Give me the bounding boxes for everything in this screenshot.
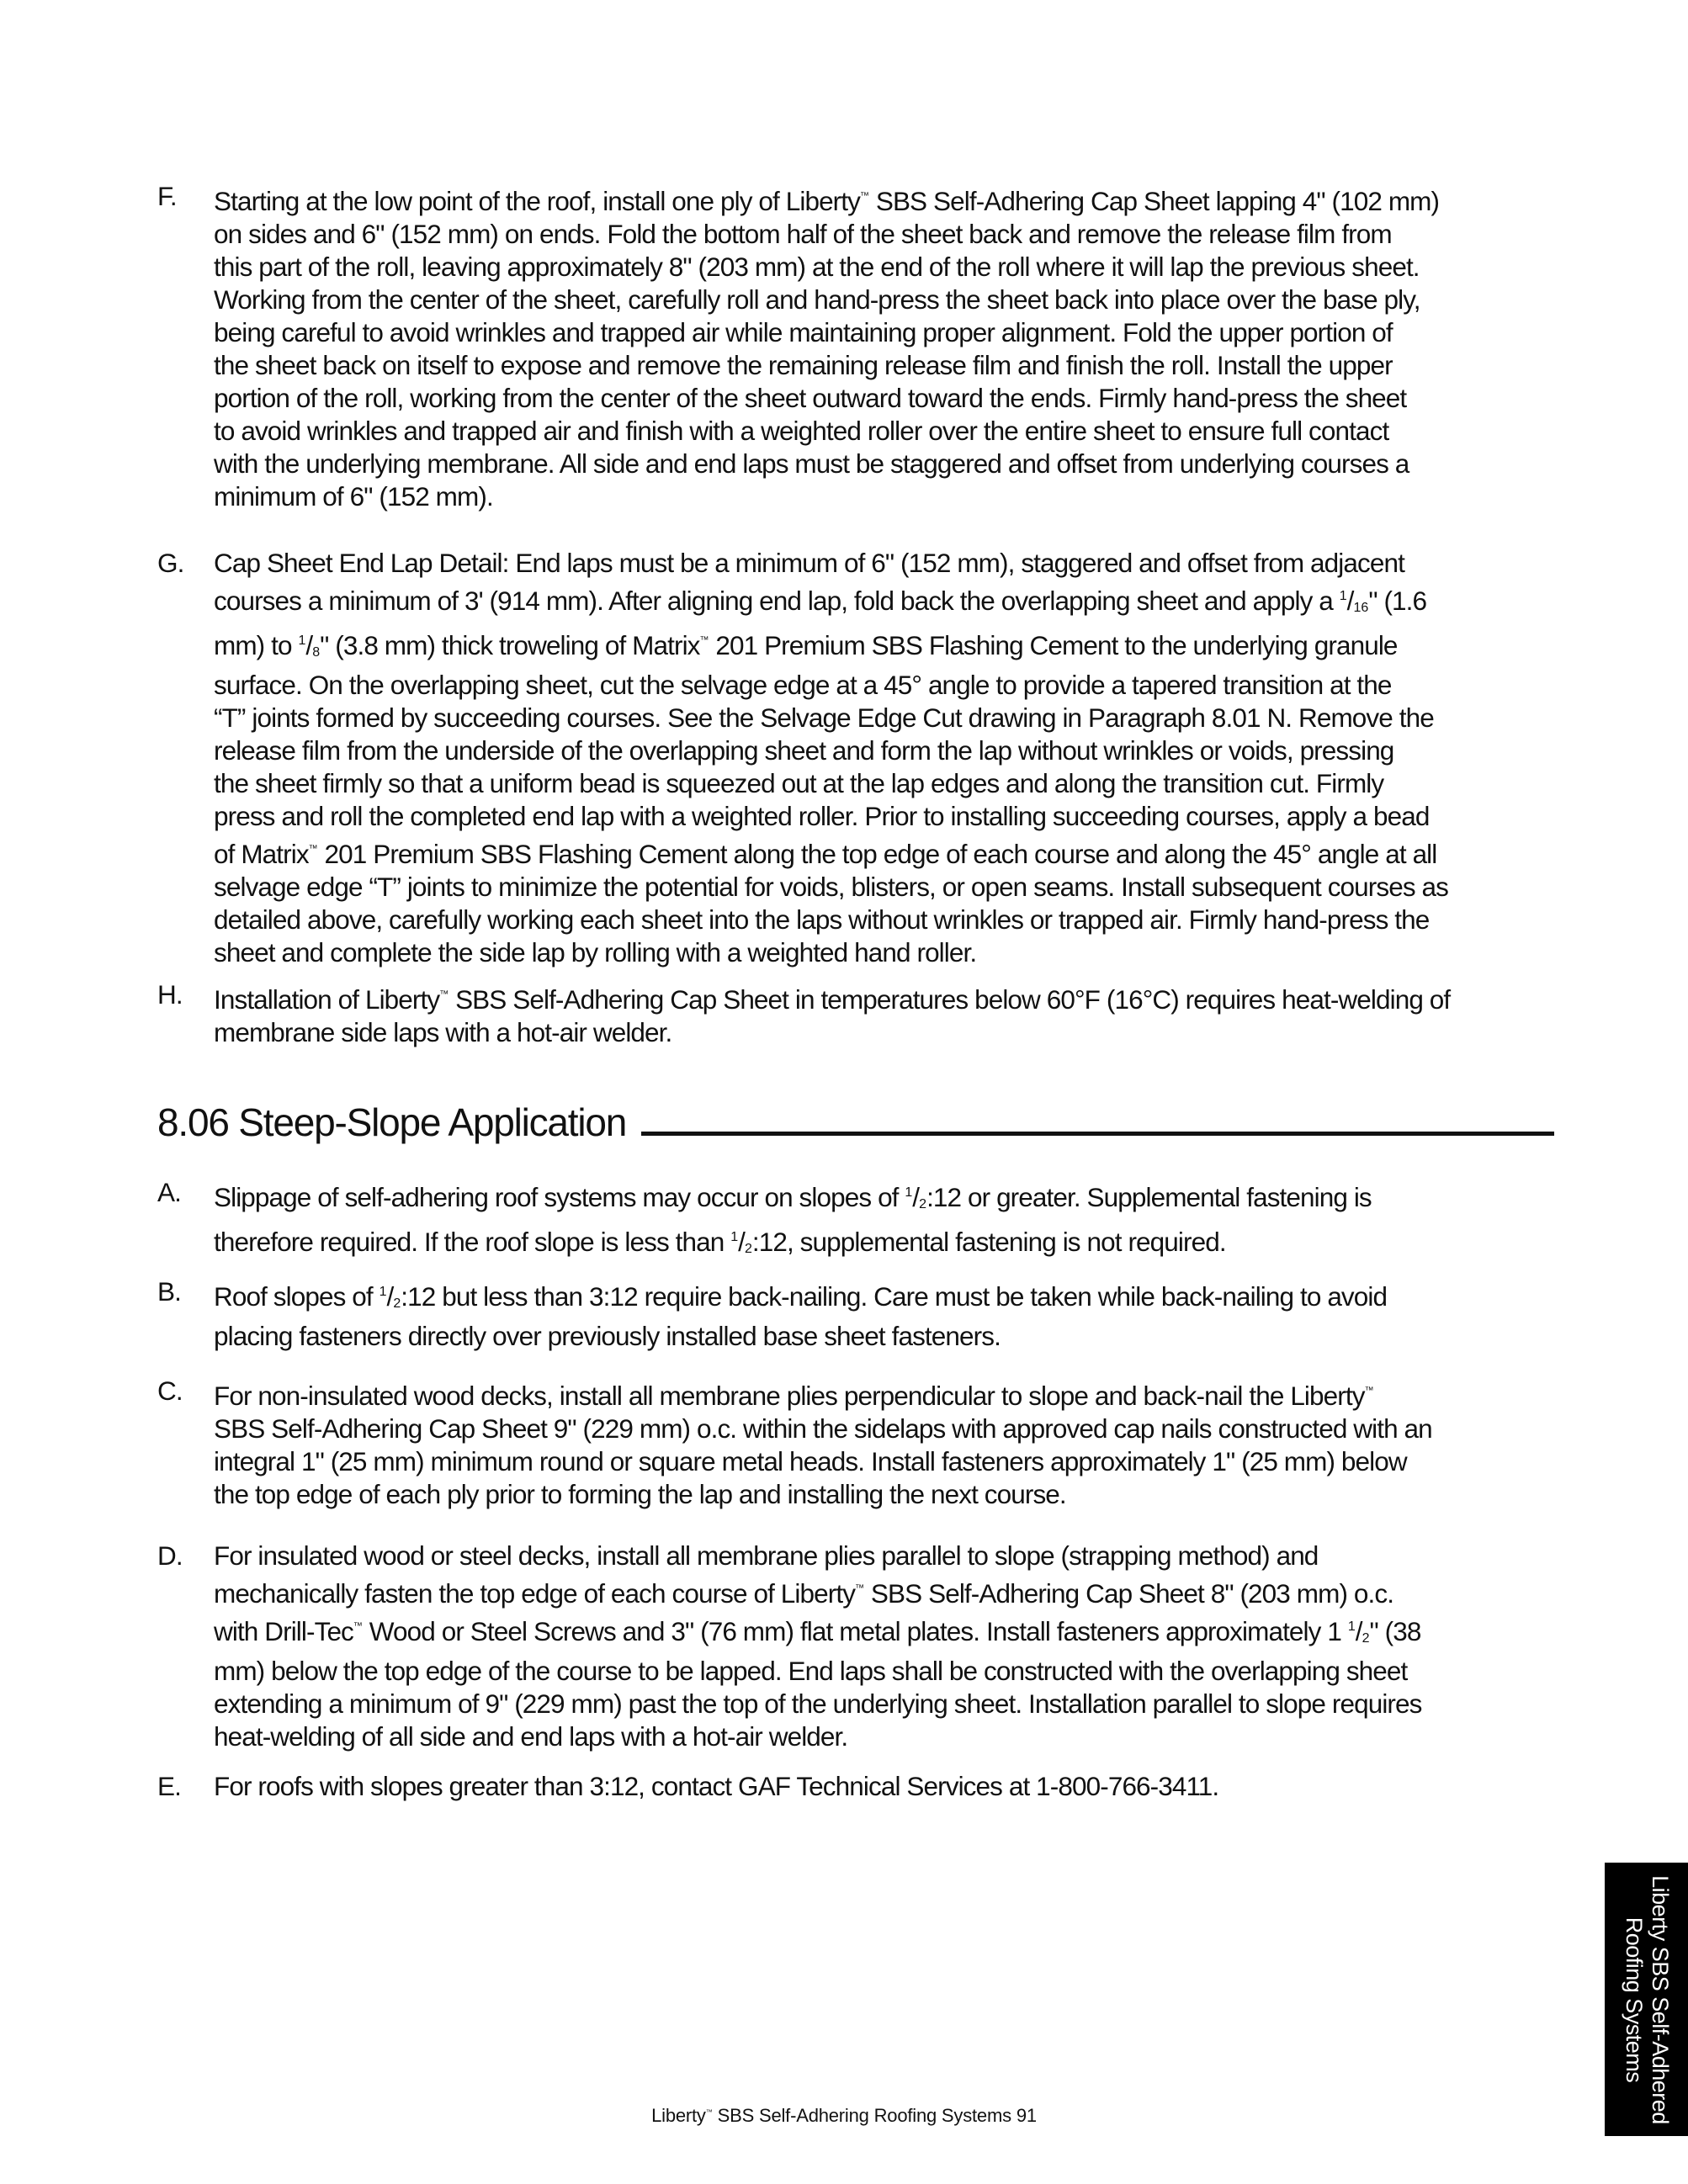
fraction: $^1/_2$ [379,1281,401,1312]
item-body [214,1375,1432,1511]
text-line: courses a minimum of 3' (914 mm). After aligning end lap, fold back the overlapping sheet and apply a $^1/_{16}$" (1.6 [214,586,1427,616]
text-line: membrane side laps with a hot-air welder. [214,1017,672,1047]
trademark-mark: ™ [1364,1386,1374,1396]
fraction: $^1/_8$ [298,630,321,660]
text-line: SBS Self-Adhering Cap Sheet 9" (229 mm) o.c. within the sidelaps with approved cap nails constructed with an [214,1413,1432,1444]
section-title: 8.06 Steep-Slope Application [157,1100,627,1144]
fraction: $^1/_2$ [730,1227,752,1257]
trademark-mark: ™ [308,844,318,854]
text-line: with the underlying membrane. All side and end laps must be staggered and offset from underlying courses a [214,448,1409,479]
text-line: extending a minimum of 9" (229 mm) past the top of the underlying sheet. Installation parallel to slope requires [214,1688,1422,1719]
item-letter: H. [157,979,183,1010]
item-body [214,1770,1218,1803]
section-heading [157,1095,1554,1146]
text-line: Cap Sheet End Lap Detail: End laps must be a minimum of 6" (152 mm), staggered and offset from adjacent [214,548,1404,578]
text-line: on sides and 6" (152 mm) on ends. Fold the bottom half of the sheet back and remove the release film from [214,219,1392,249]
text-line: Installation of Liberty™ SBS Self-Adhering Cap Sheet in temperatures below 60°F (16°C) requires heat-welding of [214,984,1451,1015]
text-line: For insulated wood or steel decks, install all membrane plies parallel to slope (strapping method) and [214,1540,1319,1571]
trademark-mark: ™ [699,635,709,645]
text-line: Working from the center of the sheet, carefully roll and hand-press the sheet back into place over the base ply, [214,284,1420,315]
trademark-mark: ™ [859,191,869,201]
side-tab [1605,1863,1688,2136]
item-letter: B. [157,1276,181,1307]
section-rule-divider [641,1132,1554,1136]
text-line: Starting at the low point of the roof, install one ply of Liberty™ SBS Self-Adhering Cap Sheet lapping 4" (102 mm) [214,186,1440,216]
item-letter: A. [157,1177,181,1207]
text-line: sheet and complete the side lap by rolling with a weighted hand roller. [214,937,977,967]
footer-brand: Liberty [651,2105,706,2126]
item-letter: G. [157,548,184,578]
text-line: Slippage of self-adhering roof systems may occur on slopes of $^1/_2:12$ or greater. Supplemental fastening is [214,1182,1372,1212]
item-body [214,1275,1387,1353]
text-line: the top edge of each ply prior to forming the lap and installing the next course. [214,1479,1066,1509]
fraction: $^1/_2$ [1347,1616,1370,1646]
text-line: placing fasteners directly over previously installed base sheet fasteners. [214,1321,1001,1351]
footer-title: SBS Self-Adhering Roofing Systems [712,2105,1011,2126]
text-line: the sheet back on itself to expose and remove the remaining release film and finish the roll. Install the upper [214,350,1393,380]
text-line: “T” joints formed by succeeding courses. See the Selvage Edge Cut drawing in Paragraph 8.01 N. Remove the [214,702,1434,733]
item-letter: F. [157,181,177,211]
item-body [214,180,1439,513]
item-body [214,1540,1421,1753]
text-line: to avoid wrinkles and trapped air and finish with a weighted roller over the entire sheet to ensure full contact [214,416,1389,446]
trademark-mark: ™ [855,1583,865,1593]
text-line: being careful to avoid wrinkles and trapped air while maintaining proper alignment. Fold the upper portion of [214,317,1393,347]
fraction: $^1/_2$ [905,1182,927,1212]
text-line: selvage edge “T” joints to minimize the potential for voids, blisters, or open seams. Install subsequent courses as [214,872,1449,902]
item-body [214,547,1448,969]
fraction: $^1/_{16}$ [1339,586,1369,616]
item-letter: D. [157,1540,183,1571]
text-line: therefore required. If the roof slope is less than $^1/_2:12$, supplemental fastening is not required. [214,1227,1226,1257]
item-letter: E. [157,1771,181,1801]
text-line: minimum of 6" (152 mm). [214,481,493,512]
text-line: with Drill-Tec™ Wood or Steel Screws and 3" (76 mm) flat metal plates. Install fasteners approximately 1 $^1/_2$" (38 [214,1616,1421,1646]
text-line: mechanically fasten the top edge of each course of Liberty™ SBS Self-Adhering Cap Sheet 8" (203 mm) o.c. [214,1578,1394,1609]
item-body [214,978,1450,1049]
side-tab-line-1: Liberty SBS Self-Adhered [1647,1874,1673,2124]
text-line: portion of the roll, working from the center of the sheet outward toward the ends. Firmly hand-press the sheet [214,383,1407,413]
text-line: mm) to $^1/_8$" (3.8 mm) thick troweling of Matrix™ 201 Premium SBS Flashing Cement to the underlying granule [214,630,1398,660]
trademark-mark: ™ [353,1621,363,1631]
text-line: Roof slopes of $^1/_2:12$ but less than 3:12 require back-nailing. Care must be taken while back-nailing to avoid [214,1281,1388,1312]
text-line: For non-insulated wood decks, install all membrane plies perpendicular to slope and back-nail the Liberty™ [214,1381,1374,1411]
item-body [214,1176,1372,1265]
text-line: press and roll the completed end lap with a weighted roller. Prior to installing succeeding courses, apply a bead [214,801,1430,831]
text-line: detailed above, carefully working each sheet into the laps without wrinkles or trapped air. Firmly hand-press the [214,904,1430,935]
item-letter: C. [157,1376,183,1406]
text-line: integral 1" (25 mm) minimum round or square metal heads. Install fasteners approximately 1" (25 mm) below [214,1446,1407,1476]
text-line: the sheet firmly so that a uniform bead is squeezed out at the lap edges and along the transition cut. Firmly [214,768,1384,798]
text-line: surface. On the overlapping sheet, cut the selvage edge at a 45° angle to provide a tapered transition at the [214,670,1392,700]
text-line: heat-welding of all side and end laps with a hot-air welder. [214,1721,848,1752]
text-line: mm) below the top edge of the course to be lapped. End laps shall be constructed with the overlapping sheet [214,1656,1408,1686]
side-tab-text [1621,1863,1673,2136]
text-line: of Matrix™ 201 Premium SBS Flashing Cement along the top edge of each course and along the 45° angle at all [214,839,1437,869]
trademark-mark: ™ [705,2108,713,2116]
page-footer [0,2105,1688,2127]
text-line: For roofs with slopes greater than 3:12, contact GAF Technical Services at 1-800-766-3411. [214,1771,1219,1801]
page-number: 91 [1016,2105,1037,2126]
trademark-mark: ™ [439,989,449,999]
text-line: release film from the underside of the overlapping sheet and form the lap without wrinkles or voids, pressing [214,735,1394,766]
text-line: this part of the roll, leaving approximately 8" (203 mm) at the end of the roll where it will lap the previous sheet. [214,252,1420,282]
side-tab-line-2: Roofing Systems [1621,1916,1647,2082]
